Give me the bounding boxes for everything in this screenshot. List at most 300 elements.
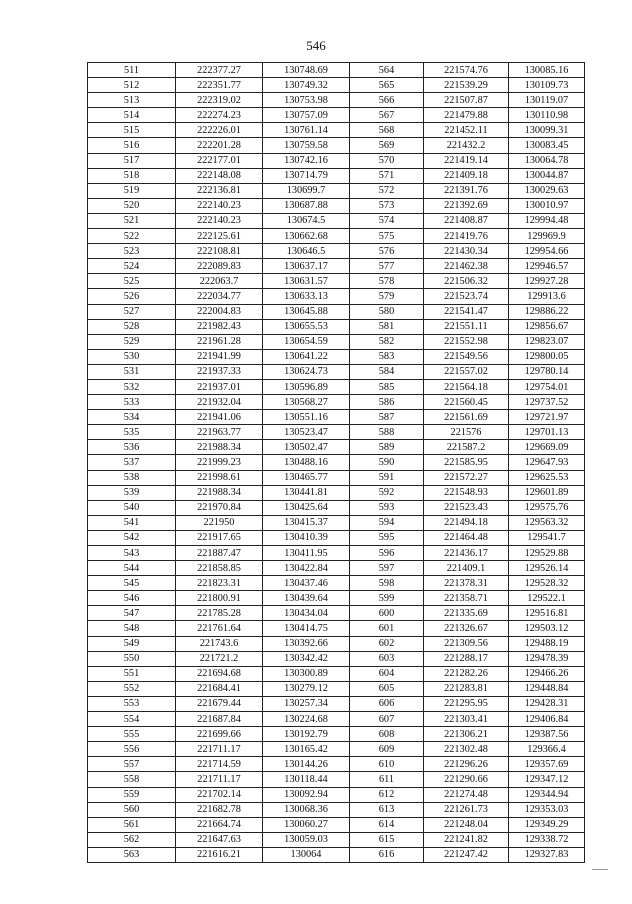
- y-coordinate-right: 129347.12: [509, 772, 585, 787]
- table-row: [88, 259, 585, 274]
- y-coordinate-right: 129954.66: [509, 244, 585, 259]
- y-coordinate-left: 130300.89: [263, 666, 350, 681]
- y-coordinate-right: 129737.52: [509, 395, 585, 410]
- y-coordinate-left: 130568.27: [263, 395, 350, 410]
- y-coordinate-left: 130759.58: [263, 138, 350, 153]
- y-coordinate-left: 130434.04: [263, 606, 350, 621]
- x-coordinate-left: 221988.34: [176, 440, 263, 455]
- x-coordinate-left: 222034.77: [176, 289, 263, 304]
- point-number-right: 604: [350, 666, 424, 681]
- point-number-left: 520: [88, 198, 176, 213]
- x-coordinate-right: 221479.88: [424, 108, 509, 123]
- x-coordinate-right: 221326.67: [424, 621, 509, 636]
- table-row: [88, 772, 585, 787]
- x-coordinate-left: 221999.23: [176, 455, 263, 470]
- point-number-right: 589: [350, 440, 424, 455]
- point-number-right: 616: [350, 847, 424, 862]
- x-coordinate-right: 221585.95: [424, 455, 509, 470]
- y-coordinate-left: 130637.17: [263, 259, 350, 274]
- x-coordinate-left: 222089.83: [176, 259, 263, 274]
- point-number-left: 535: [88, 425, 176, 440]
- point-number-right: 595: [350, 530, 424, 545]
- point-number-right: 573: [350, 198, 424, 213]
- point-number-left: 551: [88, 666, 176, 681]
- point-number-right: 568: [350, 123, 424, 138]
- point-number-right: 570: [350, 153, 424, 168]
- point-number-left: 543: [88, 546, 176, 561]
- y-coordinate-left: 130655.53: [263, 319, 350, 334]
- table-row: [88, 757, 585, 772]
- y-coordinate-right: 129669.09: [509, 440, 585, 455]
- point-number-right: 593: [350, 500, 424, 515]
- table-row: [88, 410, 585, 425]
- x-coordinate-left: 221664.74: [176, 817, 263, 832]
- y-coordinate-right: 130064.78: [509, 153, 585, 168]
- y-coordinate-left: 130439.64: [263, 591, 350, 606]
- x-coordinate-left: 221694.68: [176, 666, 263, 681]
- x-coordinate-left: 221679.44: [176, 696, 263, 711]
- point-number-right: 567: [350, 108, 424, 123]
- point-number-left: 533: [88, 395, 176, 410]
- y-coordinate-right: 130010.97: [509, 198, 585, 213]
- point-number-left: 522: [88, 229, 176, 244]
- x-coordinate-left: 221941.06: [176, 410, 263, 425]
- y-coordinate-right: 129529.88: [509, 546, 585, 561]
- point-number-left: 539: [88, 485, 176, 500]
- point-number-left: 545: [88, 576, 176, 591]
- x-coordinate-right: 221335.69: [424, 606, 509, 621]
- point-number-right: 600: [350, 606, 424, 621]
- table-row: [88, 349, 585, 364]
- table-row: [88, 636, 585, 651]
- point-number-left: 540: [88, 500, 176, 515]
- x-coordinate-right: 221564.18: [424, 379, 509, 394]
- table-row: [88, 500, 585, 515]
- table-row: [88, 274, 585, 289]
- point-number-left: 519: [88, 183, 176, 198]
- table-row: [88, 817, 585, 832]
- y-coordinate-right: 129780.14: [509, 364, 585, 379]
- x-coordinate-left: 221823.31: [176, 576, 263, 591]
- point-number-right: 564: [350, 63, 424, 78]
- x-coordinate-right: 221548.93: [424, 485, 509, 500]
- point-number-left: 544: [88, 561, 176, 576]
- x-coordinate-right: 221419.14: [424, 153, 509, 168]
- y-coordinate-left: 130633.13: [263, 289, 350, 304]
- x-coordinate-right: 221574.76: [424, 63, 509, 78]
- table-row: [88, 183, 585, 198]
- x-coordinate-right: 221306.21: [424, 727, 509, 742]
- point-number-left: 560: [88, 802, 176, 817]
- x-coordinate-right: 221557.02: [424, 364, 509, 379]
- x-coordinate-left: 222140.23: [176, 213, 263, 228]
- point-number-right: 610: [350, 757, 424, 772]
- x-coordinate-right: 221391.76: [424, 183, 509, 198]
- y-coordinate-right: 130119.07: [509, 93, 585, 108]
- point-number-left: 553: [88, 696, 176, 711]
- y-coordinate-left: 130441.81: [263, 485, 350, 500]
- table-row: [88, 213, 585, 228]
- point-number-left: 532: [88, 379, 176, 394]
- point-number-right: 583: [350, 349, 424, 364]
- table-row: [88, 123, 585, 138]
- y-coordinate-left: 130749.32: [263, 78, 350, 93]
- x-coordinate-left: 222274.23: [176, 108, 263, 123]
- x-coordinate-left: 222136.81: [176, 183, 263, 198]
- y-coordinate-left: 130596.89: [263, 379, 350, 394]
- table-row: [88, 289, 585, 304]
- table-row: [88, 304, 585, 319]
- point-number-left: 549: [88, 636, 176, 651]
- point-number-right: 590: [350, 455, 424, 470]
- y-coordinate-right: 130029.63: [509, 183, 585, 198]
- point-number-left: 524: [88, 259, 176, 274]
- point-number-right: 585: [350, 379, 424, 394]
- point-number-right: 592: [350, 485, 424, 500]
- y-coordinate-left: 130465.77: [263, 470, 350, 485]
- y-coordinate-left: 130165.42: [263, 742, 350, 757]
- x-coordinate-left: 222063.7: [176, 274, 263, 289]
- point-number-left: 555: [88, 727, 176, 742]
- x-coordinate-right: 221358.71: [424, 591, 509, 606]
- table-row: [88, 576, 585, 591]
- y-coordinate-right: 129357.69: [509, 757, 585, 772]
- point-number-left: 511: [88, 63, 176, 78]
- point-number-left: 563: [88, 847, 176, 862]
- point-number-left: 550: [88, 651, 176, 666]
- y-coordinate-left: 130118.44: [263, 772, 350, 787]
- x-coordinate-left: 221702.14: [176, 787, 263, 802]
- table-row: [88, 666, 585, 681]
- y-coordinate-left: 130646.5: [263, 244, 350, 259]
- point-number-right: 571: [350, 168, 424, 183]
- y-coordinate-right: 129994.48: [509, 213, 585, 228]
- y-coordinate-right: 129946.57: [509, 259, 585, 274]
- y-coordinate-right: 129526.14: [509, 561, 585, 576]
- table-row: [88, 229, 585, 244]
- x-coordinate-right: 221409.18: [424, 168, 509, 183]
- table-row: [88, 515, 585, 530]
- x-coordinate-right: 221309.56: [424, 636, 509, 651]
- point-number-left: 526: [88, 289, 176, 304]
- x-coordinate-right: 221274.48: [424, 787, 509, 802]
- table-row: [88, 78, 585, 93]
- table-row: [88, 561, 585, 576]
- y-coordinate-left: 130753.98: [263, 93, 350, 108]
- point-number-right: 607: [350, 712, 424, 727]
- point-number-left: 538: [88, 470, 176, 485]
- point-number-right: 586: [350, 395, 424, 410]
- x-coordinate-right: 221452.11: [424, 123, 509, 138]
- table-row: [88, 606, 585, 621]
- table-row: [88, 530, 585, 545]
- y-coordinate-right: 129969.9: [509, 229, 585, 244]
- y-coordinate-right: 130110.98: [509, 108, 585, 123]
- y-coordinate-left: 130425.64: [263, 500, 350, 515]
- y-coordinate-left: 130654.59: [263, 334, 350, 349]
- x-coordinate-right: 221432.2: [424, 138, 509, 153]
- x-coordinate-left: 221988.34: [176, 485, 263, 500]
- y-coordinate-right: 129366.4: [509, 742, 585, 757]
- coordinates-table: [87, 62, 585, 863]
- y-coordinate-left: 130068.36: [263, 802, 350, 817]
- x-coordinate-right: 221302.48: [424, 742, 509, 757]
- y-coordinate-left: 130699.7: [263, 183, 350, 198]
- point-number-right: 572: [350, 183, 424, 198]
- y-coordinate-right: 129353.03: [509, 802, 585, 817]
- point-number-right: 611: [350, 772, 424, 787]
- y-coordinate-right: 129448.84: [509, 681, 585, 696]
- y-coordinate-right: 130044.87: [509, 168, 585, 183]
- y-coordinate-left: 130551.16: [263, 410, 350, 425]
- x-coordinate-right: 221539.29: [424, 78, 509, 93]
- point-number-right: 615: [350, 832, 424, 847]
- y-coordinate-left: 130060.27: [263, 817, 350, 832]
- point-number-left: 525: [88, 274, 176, 289]
- point-number-left: 523: [88, 244, 176, 259]
- point-number-left: 546: [88, 591, 176, 606]
- y-coordinate-right: 129886.22: [509, 304, 585, 319]
- point-number-right: 614: [350, 817, 424, 832]
- point-number-right: 609: [350, 742, 424, 757]
- point-number-left: 514: [88, 108, 176, 123]
- table-row: [88, 696, 585, 711]
- table-row: [88, 379, 585, 394]
- x-coordinate-left: 221687.84: [176, 712, 263, 727]
- y-coordinate-left: 130279.12: [263, 681, 350, 696]
- x-coordinate-right: 221378.31: [424, 576, 509, 591]
- x-coordinate-left: 221998.61: [176, 470, 263, 485]
- point-number-left: 516: [88, 138, 176, 153]
- point-number-left: 537: [88, 455, 176, 470]
- point-number-right: 578: [350, 274, 424, 289]
- x-coordinate-right: 221247.42: [424, 847, 509, 862]
- x-coordinate-left: 221743.6: [176, 636, 263, 651]
- y-coordinate-right: 129601.89: [509, 485, 585, 500]
- point-number-left: 541: [88, 515, 176, 530]
- x-coordinate-left: 221721.2: [176, 651, 263, 666]
- point-number-right: 608: [350, 727, 424, 742]
- y-coordinate-right: 129701.13: [509, 425, 585, 440]
- point-number-left: 531: [88, 364, 176, 379]
- x-coordinate-right: 221551.11: [424, 319, 509, 334]
- x-coordinate-right: 221560.45: [424, 395, 509, 410]
- y-coordinate-left: 130411.95: [263, 546, 350, 561]
- table-row: [88, 168, 585, 183]
- y-coordinate-right: 129754.01: [509, 379, 585, 394]
- y-coordinate-left: 130092.94: [263, 787, 350, 802]
- y-coordinate-right: 129428.31: [509, 696, 585, 711]
- x-coordinate-right: 221549.56: [424, 349, 509, 364]
- table-row: [88, 334, 585, 349]
- y-coordinate-right: 130099.31: [509, 123, 585, 138]
- y-coordinate-right: 129913.6: [509, 289, 585, 304]
- x-coordinate-right: 221419.76: [424, 229, 509, 244]
- x-coordinate-left: 222148.08: [176, 168, 263, 183]
- point-number-left: 547: [88, 606, 176, 621]
- x-coordinate-right: 221303.41: [424, 712, 509, 727]
- y-coordinate-left: 130415.37: [263, 515, 350, 530]
- y-coordinate-right: 129575.76: [509, 500, 585, 515]
- point-number-left: 521: [88, 213, 176, 228]
- y-coordinate-right: 129721.97: [509, 410, 585, 425]
- x-coordinate-right: 221507.87: [424, 93, 509, 108]
- y-coordinate-left: 130742.16: [263, 153, 350, 168]
- x-coordinate-left: 221963.77: [176, 425, 263, 440]
- y-coordinate-left: 130662.68: [263, 229, 350, 244]
- point-number-left: 517: [88, 153, 176, 168]
- x-coordinate-right: 221572.27: [424, 470, 509, 485]
- y-coordinate-left: 130761.14: [263, 123, 350, 138]
- x-coordinate-right: 221295.95: [424, 696, 509, 711]
- y-coordinate-left: 130392.66: [263, 636, 350, 651]
- point-number-left: 529: [88, 334, 176, 349]
- x-coordinate-right: 221436.17: [424, 546, 509, 561]
- y-coordinate-left: 130144.26: [263, 757, 350, 772]
- x-coordinate-left: 221682.78: [176, 802, 263, 817]
- x-coordinate-right: 221552.98: [424, 334, 509, 349]
- table-row: [88, 802, 585, 817]
- y-coordinate-right: 129406.84: [509, 712, 585, 727]
- x-coordinate-left: 221761.64: [176, 621, 263, 636]
- point-number-right: 613: [350, 802, 424, 817]
- x-coordinate-right: 221409.1: [424, 561, 509, 576]
- y-coordinate-right: 129927.28: [509, 274, 585, 289]
- table-row: [88, 425, 585, 440]
- x-coordinate-right: 221288.17: [424, 651, 509, 666]
- y-coordinate-left: 130488.16: [263, 455, 350, 470]
- x-coordinate-left: 221711.17: [176, 742, 263, 757]
- y-coordinate-right: 129349.29: [509, 817, 585, 832]
- x-coordinate-right: 221248.04: [424, 817, 509, 832]
- y-coordinate-right: 129387.56: [509, 727, 585, 742]
- y-coordinate-right: 129516.81: [509, 606, 585, 621]
- point-number-right: 575: [350, 229, 424, 244]
- x-coordinate-left: 221970.84: [176, 500, 263, 515]
- table-row: [88, 63, 585, 78]
- x-coordinate-right: 221523.74: [424, 289, 509, 304]
- y-coordinate-right: 129856.67: [509, 319, 585, 334]
- point-number-right: 603: [350, 651, 424, 666]
- table-row: [88, 440, 585, 455]
- point-number-right: 569: [350, 138, 424, 153]
- y-coordinate-right: 129503.12: [509, 621, 585, 636]
- table-row: [88, 108, 585, 123]
- y-coordinate-left: 130757.09: [263, 108, 350, 123]
- y-coordinate-left: 130631.57: [263, 274, 350, 289]
- x-coordinate-right: 221282.26: [424, 666, 509, 681]
- point-number-right: 602: [350, 636, 424, 651]
- x-coordinate-left: 221711.17: [176, 772, 263, 787]
- point-number-right: 582: [350, 334, 424, 349]
- table-row: [88, 455, 585, 470]
- y-coordinate-left: 130224.68: [263, 712, 350, 727]
- point-number-left: 534: [88, 410, 176, 425]
- y-coordinate-right: 129647.93: [509, 455, 585, 470]
- x-coordinate-left: 221937.33: [176, 364, 263, 379]
- x-coordinate-left: 222108.81: [176, 244, 263, 259]
- table-row: [88, 93, 585, 108]
- x-coordinate-right: 221392.69: [424, 198, 509, 213]
- x-coordinate-right: 221261.73: [424, 802, 509, 817]
- x-coordinate-left: 221950: [176, 515, 263, 530]
- point-number-left: 542: [88, 530, 176, 545]
- x-coordinate-left: 222140.23: [176, 198, 263, 213]
- x-coordinate-left: 222004.83: [176, 304, 263, 319]
- table-row: [88, 651, 585, 666]
- point-number-left: 559: [88, 787, 176, 802]
- scan-mark: [592, 869, 608, 886]
- table-row: [88, 712, 585, 727]
- y-coordinate-right: 129625.53: [509, 470, 585, 485]
- y-coordinate-right: 129563.32: [509, 515, 585, 530]
- x-coordinate-left: 221616.21: [176, 847, 263, 862]
- coordinates-table-body: [88, 63, 585, 863]
- x-coordinate-right: 221541.47: [424, 304, 509, 319]
- x-coordinate-left: 221932.04: [176, 395, 263, 410]
- point-number-left: 518: [88, 168, 176, 183]
- x-coordinate-left: 221961.28: [176, 334, 263, 349]
- y-coordinate-left: 130714.79: [263, 168, 350, 183]
- y-coordinate-left: 130422.84: [263, 561, 350, 576]
- y-coordinate-right: 129344.94: [509, 787, 585, 802]
- point-number-left: 513: [88, 93, 176, 108]
- table-row: [88, 485, 585, 500]
- table-row: [88, 727, 585, 742]
- y-coordinate-right: 129327.83: [509, 847, 585, 862]
- point-number-right: 588: [350, 425, 424, 440]
- x-coordinate-left: 222125.61: [176, 229, 263, 244]
- y-coordinate-right: 129466.26: [509, 666, 585, 681]
- point-number-left: 515: [88, 123, 176, 138]
- table-row: [88, 244, 585, 259]
- x-coordinate-right: 221283.81: [424, 681, 509, 696]
- point-number-left: 530: [88, 349, 176, 364]
- x-coordinate-left: 221785.28: [176, 606, 263, 621]
- point-number-right: 587: [350, 410, 424, 425]
- point-number-right: 576: [350, 244, 424, 259]
- x-coordinate-right: 221296.26: [424, 757, 509, 772]
- point-number-right: 591: [350, 470, 424, 485]
- y-coordinate-left: 130064: [263, 847, 350, 862]
- y-coordinate-right: 129823.07: [509, 334, 585, 349]
- table-row: [88, 395, 585, 410]
- table-row: [88, 591, 585, 606]
- point-number-left: 562: [88, 832, 176, 847]
- point-number-right: 606: [350, 696, 424, 711]
- x-coordinate-left: 221714.59: [176, 757, 263, 772]
- y-coordinate-left: 130410.39: [263, 530, 350, 545]
- x-coordinate-left: 222351.77: [176, 78, 263, 93]
- x-coordinate-right: 221408.87: [424, 213, 509, 228]
- y-coordinate-left: 130687.88: [263, 198, 350, 213]
- x-coordinate-right: 221464.48: [424, 530, 509, 545]
- table-row: [88, 546, 585, 561]
- x-coordinate-left: 221800.91: [176, 591, 263, 606]
- point-number-left: 527: [88, 304, 176, 319]
- point-number-right: 584: [350, 364, 424, 379]
- point-number-left: 548: [88, 621, 176, 636]
- x-coordinate-right: 221561.69: [424, 410, 509, 425]
- x-coordinate-left: 221937.01: [176, 379, 263, 394]
- table-row: [88, 742, 585, 757]
- y-coordinate-left: 130437.46: [263, 576, 350, 591]
- x-coordinate-right: 221430.34: [424, 244, 509, 259]
- y-coordinate-left: 130624.73: [263, 364, 350, 379]
- y-coordinate-right: 130109.73: [509, 78, 585, 93]
- point-number-left: 528: [88, 319, 176, 334]
- table-row: [88, 681, 585, 696]
